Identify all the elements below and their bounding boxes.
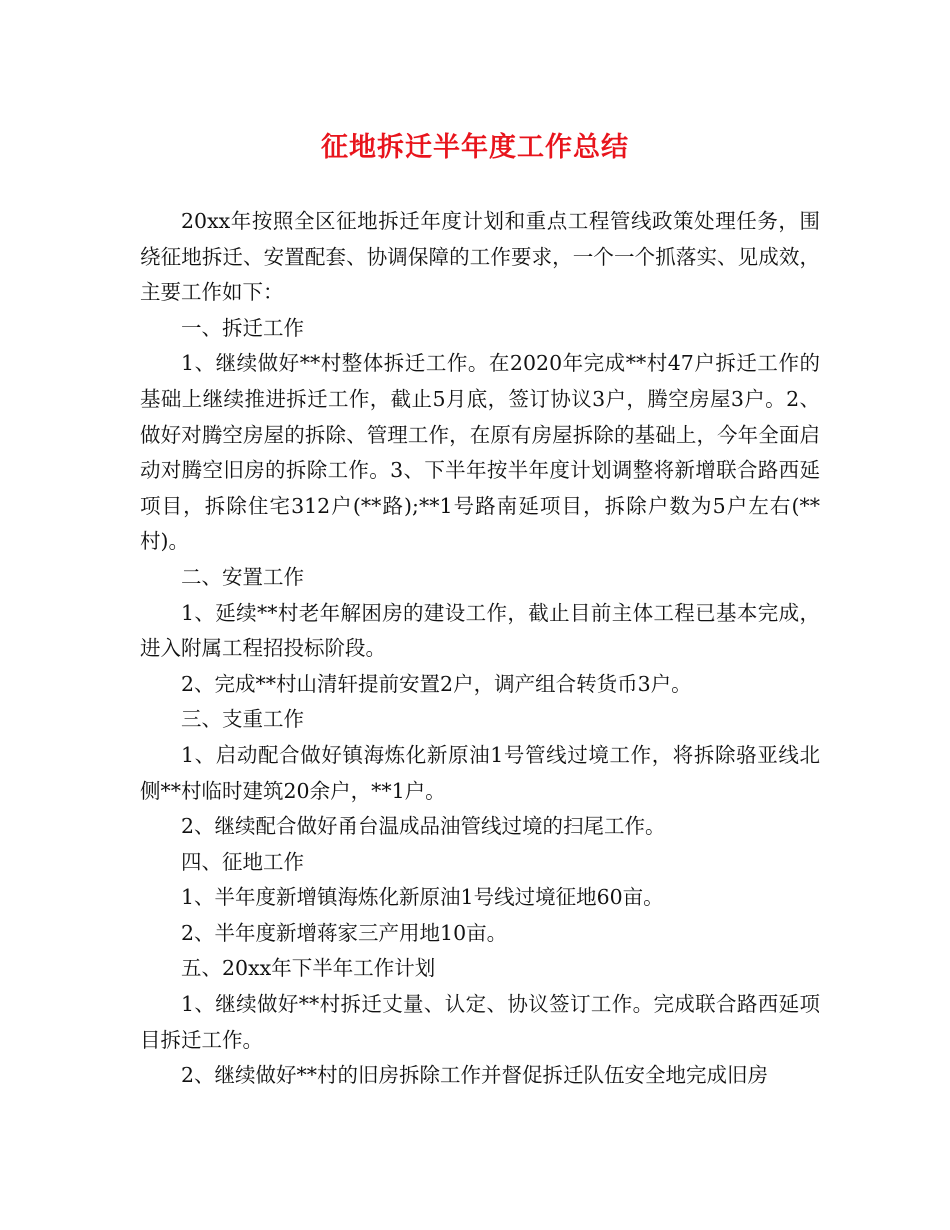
document-body xyxy=(140,204,820,1094)
section-heading-demolition: 一、拆迁工作 xyxy=(181,315,304,340)
intro-paragraph: 20xx年按照全区征地拆迁年度计划和重点工程管线政策处理任务，围绕征地拆迁、安置配套、协调保障的工作要求，一个一个抓落实、见成效，主要工作如下： xyxy=(140,209,820,305)
support-item-2: 2、继续配合做好甬台温成品油管线过境的扫尾工作。 xyxy=(181,814,666,839)
document-title: 征地拆迁半年度工作总结 xyxy=(321,132,629,163)
support-item-1: 1、启动配合做好镇海炼化新原油1号管线过境工作，将拆除骆亚线北侧**村临时建筑20余户，**1户。 xyxy=(140,742,820,803)
plan-item-1: 1、继续做好**村拆迁丈量、认定、协议签订工作。完成联合路西延项目拆迁工作。 xyxy=(140,992,820,1052)
land-item-2: 2、半年度新增蒋家三产用地10亩。 xyxy=(181,920,508,945)
resettlement-item-1: 1、延续**村老年解困房的建设工作，截止目前主体工程已基本完成，进入附属工程招投标阶段。 xyxy=(140,600,820,661)
section-heading-plan: 五、20xx年下半年工作计划 xyxy=(181,956,436,981)
resettlement-item-2: 2、完成**村山清轩提前安置2户，调产组合转货币3户。 xyxy=(181,671,692,696)
land-item-1: 1、半年度新增镇海炼化新原油1号线过境征地60亩。 xyxy=(181,885,664,910)
plan-item-2: 2、继续做好**村的旧房拆除工作并督促拆迁队伍安全地完成旧房 xyxy=(181,1063,769,1088)
demolition-paragraph: 1、继续做好**村整体拆迁工作。在2020年完成**村47户拆迁工作的基础上继续推进拆迁工作，截止5月底，签订协议3户，腾空房屋3户。2、做好对腾空房屋的拆除、管理工作，在原有房屋拆除的基础上，今年全面启动对腾空旧房的拆除工作。3、下半年按半年度计划调整将新增联合路西延项目，拆除住宅312户(**路);**1号路南延项目，拆除户数为5户左右(**村)。 xyxy=(140,351,820,554)
section-heading-resettlement: 二、安置工作 xyxy=(181,564,304,589)
section-heading-land: 四、征地工作 xyxy=(181,849,304,874)
section-heading-support: 三、支重工作 xyxy=(181,707,304,732)
